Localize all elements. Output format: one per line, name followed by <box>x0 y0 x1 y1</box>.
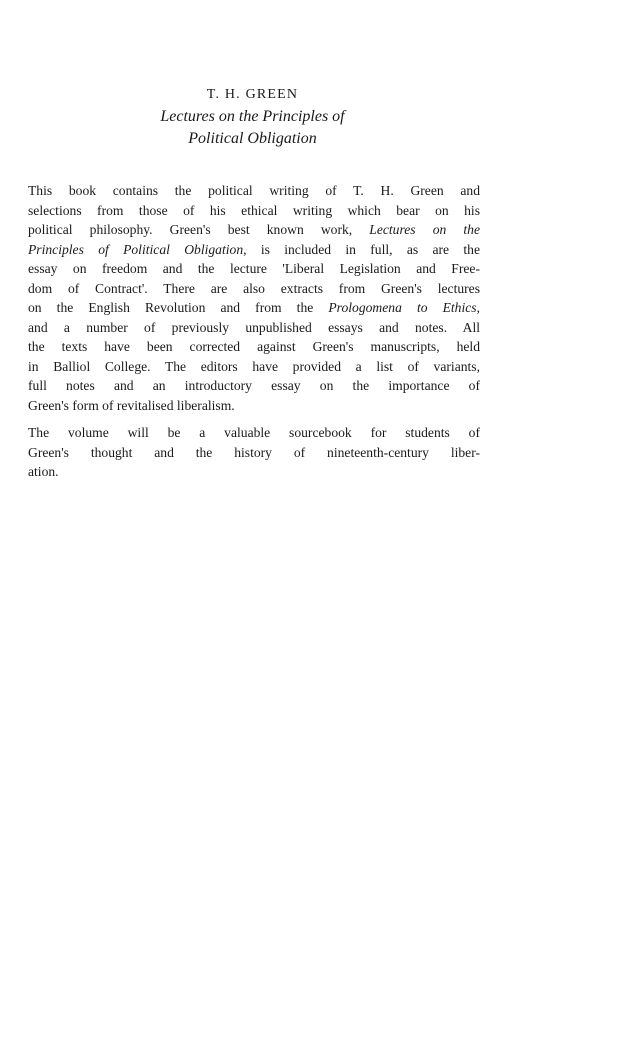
blurb-line: The volume will be a valuable sourcebook for students of <box>28 425 480 440</box>
blurb-line: selections from those of his ethical writing which bear on his <box>28 202 480 218</box>
blurb-line: the texts have been corrected against Green's manuscripts, held <box>28 339 480 354</box>
blurb-line: in Balliol College. The editors have provided a list of variants, <box>28 358 480 374</box>
book-header <box>0 84 505 150</box>
blurb-line: This book contains the political writing of T. H. Green and <box>28 183 480 198</box>
blurb-line: on the English Revolution and from the Prologomena to Ethics, <box>28 300 480 315</box>
blurb-line: essay on freedom and the lecture 'Liberal Legislation and Free- <box>28 261 480 276</box>
blurb-paragraph <box>28 423 480 482</box>
blurb-line: and a number of previously unpublished essays and notes. All <box>28 319 480 335</box>
italic-title: Principles of Political Obligation <box>28 241 244 257</box>
italic-title: Prologomena to Ethics <box>328 300 477 315</box>
italic-title: Lectures on the <box>369 222 480 237</box>
book-title-line-1: Lectures on the Principles of <box>160 108 345 125</box>
book-title-line-2: Political Obligation <box>188 130 317 147</box>
blurb-paragraph <box>28 181 480 415</box>
blurb-line: Principles of Political Obligation, is included in full, as are the <box>28 241 480 257</box>
blurb-line: dom of Contract'. There are also extracts from Green's lectures <box>28 280 480 296</box>
author-name: T. H. GREEN <box>206 87 299 102</box>
blurb-line: full notes and an introductory essay on the importance of <box>28 378 480 393</box>
blurb-line: Green's thought and the history of nineteenth-century liber- <box>28 444 480 460</box>
blurb-line: ation. <box>28 464 59 479</box>
blurb-line: Green's form of revitalised liberalism. <box>28 397 235 413</box>
blurb-line: political philosophy. Green's best known work, Lectures on the <box>28 222 480 237</box>
blurb-body <box>28 181 480 482</box>
